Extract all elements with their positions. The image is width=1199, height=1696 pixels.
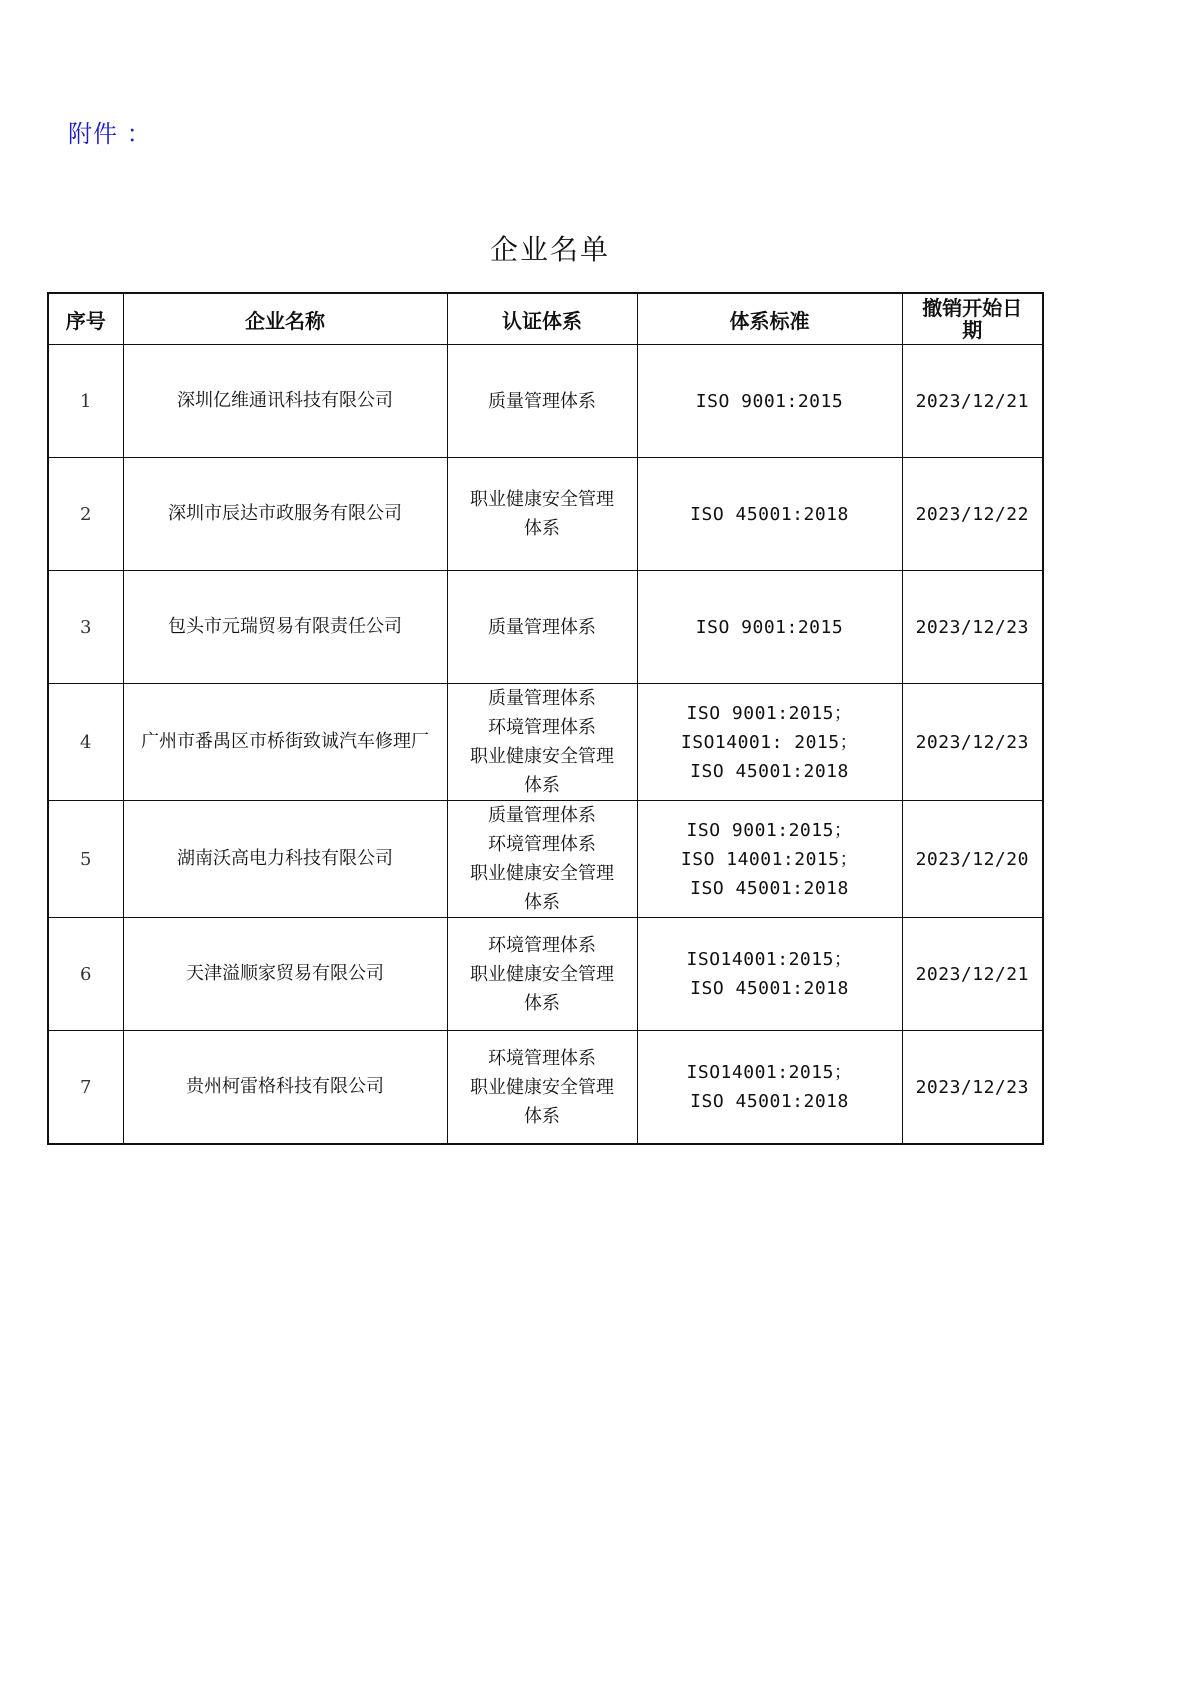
table-row — [48, 458, 1043, 571]
cell-revoke-date: 2023/12/21 — [902, 345, 1043, 458]
table-row — [48, 918, 1043, 1031]
table-row — [48, 684, 1043, 801]
system-line: 环境管理体系 — [488, 1047, 596, 1069]
system-line: 质量管理体系 — [488, 390, 596, 412]
cell-standard — [637, 918, 902, 1031]
standard-line: ISO 45001:2018 — [690, 760, 849, 782]
system-line: 质量管理体系 — [488, 805, 596, 826]
cell-company: 包头市元瑞贸易有限责任公司 — [123, 571, 447, 684]
system-line: 环境管理体系 — [488, 834, 596, 855]
standard-line: ISO14001:2015； — [686, 1062, 853, 1083]
system-line: 体系 — [524, 518, 560, 539]
cell-seq: 4 — [48, 684, 123, 801]
system-line: 体系 — [524, 892, 560, 913]
cell-company: 深圳亿维通讯科技有限公司 — [123, 345, 447, 458]
system-line: 职业健康安全管理 — [470, 746, 614, 767]
company-table — [47, 292, 1044, 1145]
header-system: 认证体系 — [447, 293, 637, 345]
table-row — [48, 1031, 1043, 1145]
cell-seq: 2 — [48, 458, 123, 571]
system-line: 质量管理体系 — [488, 688, 596, 709]
system-line: 职业健康安全管理 — [470, 863, 614, 884]
header-revoke-date-line2: 期 — [962, 318, 983, 342]
system-line: 体系 — [524, 1105, 560, 1127]
cell-system — [447, 801, 637, 918]
header-standard: 体系标准 — [637, 293, 902, 345]
cell-seq: 5 — [48, 801, 123, 918]
system-line: 职业健康安全管理 — [470, 963, 614, 985]
table-row — [48, 801, 1043, 918]
standard-line: ISO14001:2015； — [686, 949, 853, 970]
cell-standard — [637, 801, 902, 918]
standard-line: ISO 45001:2018 — [690, 978, 849, 999]
header-revoke-date — [902, 293, 1043, 345]
cell-standard — [637, 571, 902, 684]
standard-line: ISO 14001:2015； — [680, 848, 859, 870]
table-row — [48, 345, 1043, 458]
attachment-label: 附件 ： — [68, 120, 152, 148]
cell-revoke-date: 2023/12/23 — [902, 571, 1043, 684]
standard-line: ISO 9001:2015； — [686, 819, 853, 841]
standard-line: ISO 9001:2015； — [686, 702, 853, 724]
cell-system — [447, 571, 637, 684]
system-line: 质量管理体系 — [488, 616, 596, 638]
cell-system — [447, 1031, 637, 1145]
cell-revoke-date: 2023/12/20 — [902, 801, 1043, 918]
standard-line: ISO 45001:2018 — [690, 877, 849, 899]
standard-line: ISO 9001:2015 — [695, 616, 844, 638]
header-revoke-date-line1: 撤销开始日 — [922, 296, 1023, 320]
header-seq: 序号 — [48, 293, 123, 345]
system-line: 职业健康安全管理 — [470, 489, 614, 510]
system-line: 环境管理体系 — [488, 934, 596, 956]
cell-company: 深圳市辰达市政服务有限公司 — [123, 458, 447, 571]
cell-revoke-date: 2023/12/23 — [902, 684, 1043, 801]
cell-seq: 1 — [48, 345, 123, 458]
standard-line: ISO 45001:2018 — [690, 503, 849, 525]
cell-revoke-date: 2023/12/21 — [902, 918, 1043, 1031]
cell-standard — [637, 1031, 902, 1145]
system-line: 体系 — [524, 992, 560, 1014]
cell-standard — [637, 684, 902, 801]
cell-revoke-date: 2023/12/22 — [902, 458, 1043, 571]
cell-system — [447, 458, 637, 571]
system-line: 职业健康安全管理 — [470, 1076, 614, 1098]
cell-system — [447, 918, 637, 1031]
system-line: 环境管理体系 — [488, 717, 596, 738]
table-row — [48, 571, 1043, 684]
table-header-row — [48, 293, 1043, 345]
cell-revoke-date: 2023/12/23 — [902, 1031, 1043, 1145]
page-title: 企业名单 — [489, 233, 610, 266]
header-company: 企业名称 — [123, 293, 447, 345]
standard-line: ISO 9001:2015 — [695, 390, 844, 412]
standard-line: ISO14001: 2015； — [680, 731, 859, 753]
cell-company: 广州市番禺区市桥街致诚汽车修理厂 — [123, 684, 447, 801]
cell-system — [447, 345, 637, 458]
cell-seq: 6 — [48, 918, 123, 1031]
cell-company: 贵州柯雷格科技有限公司 — [123, 1031, 447, 1145]
cell-company: 湖南沃高电力科技有限公司 — [123, 801, 447, 918]
cell-seq: 7 — [48, 1031, 123, 1145]
cell-standard — [637, 458, 902, 571]
system-line: 体系 — [524, 775, 560, 796]
cell-standard — [637, 345, 902, 458]
cell-seq: 3 — [48, 571, 123, 684]
cell-company: 天津溢顺家贸易有限公司 — [123, 918, 447, 1031]
cell-system — [447, 684, 637, 801]
standard-line: ISO 45001:2018 — [690, 1091, 849, 1112]
